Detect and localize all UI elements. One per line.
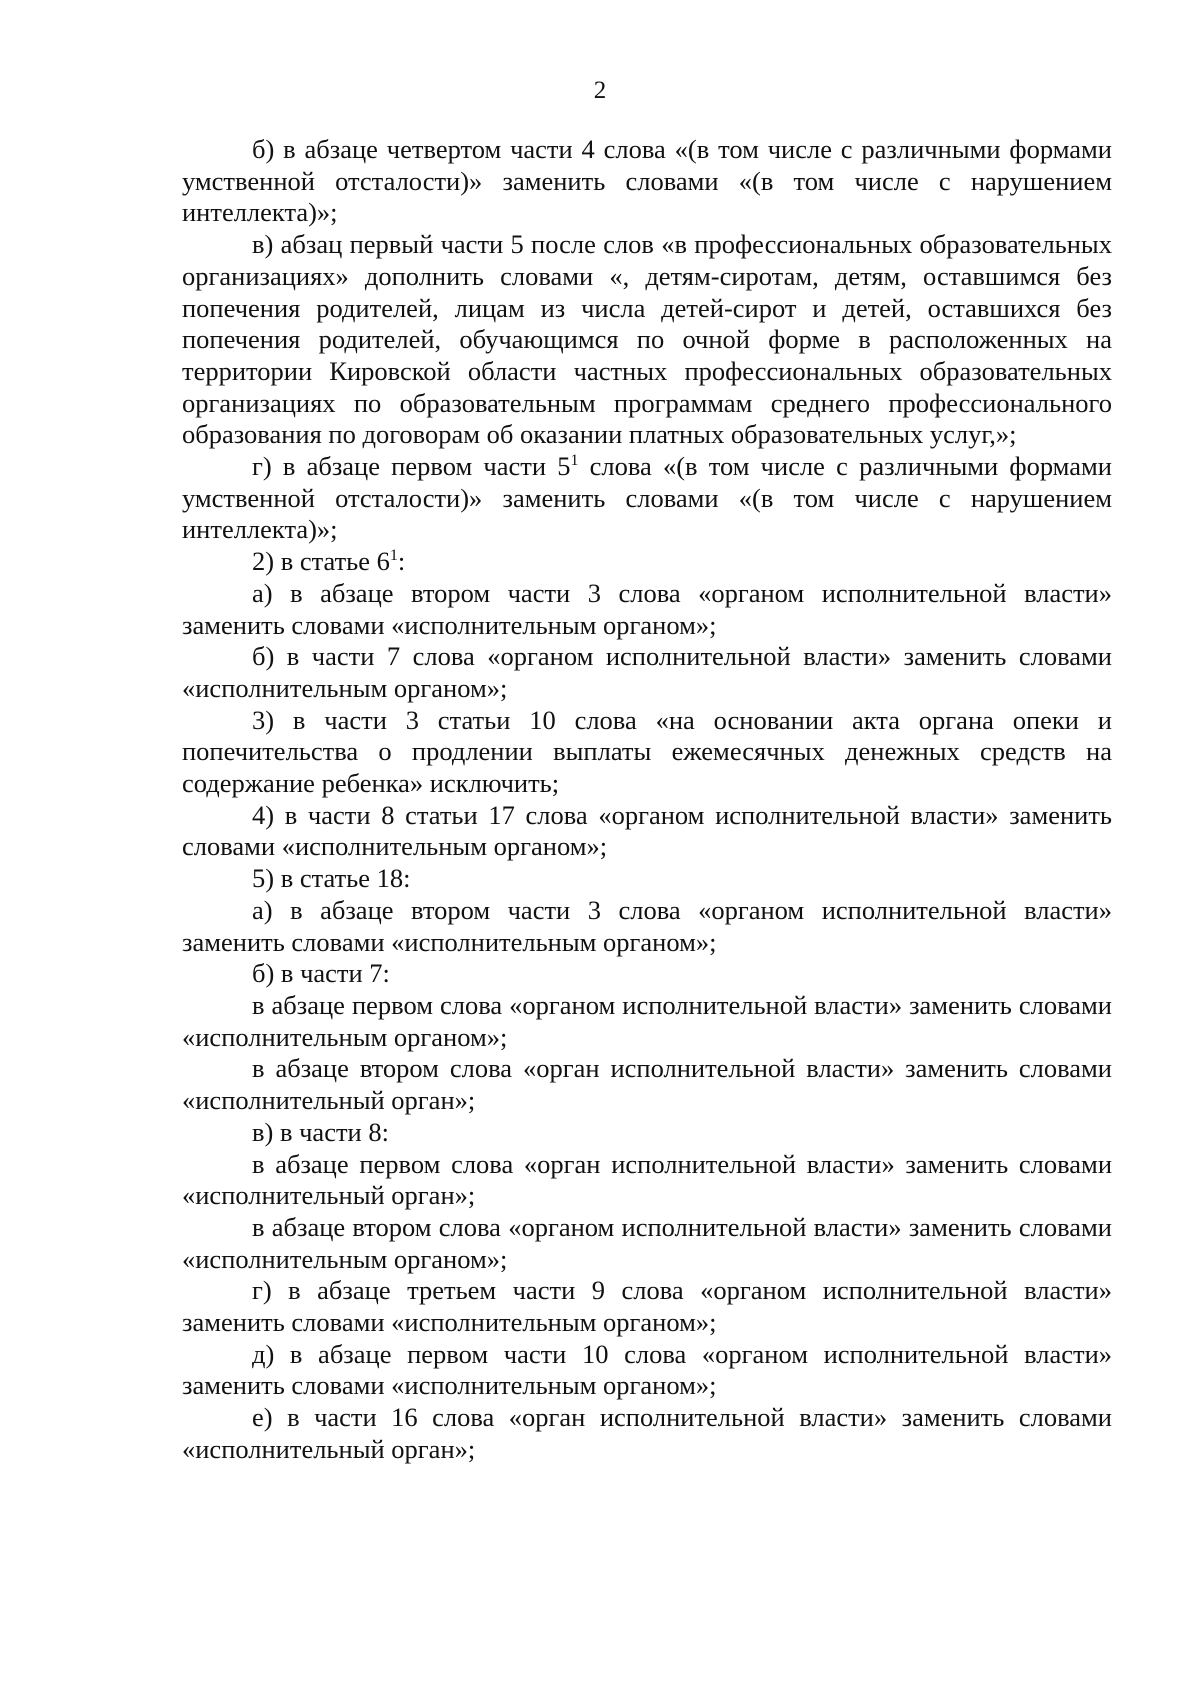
superscript: 1: [570, 452, 579, 470]
paragraph-b-part-7: б) в части 7 слова «органом исполнительной власти» заменить словами «исполнительным органом»;: [182, 641, 1112, 703]
paragraph-article-6-1: [182, 546, 1112, 578]
paragraph-article-17: 4) в части 8 статьи 17 слова «органом исполнительной власти» заменить словами «исполнительным органом»;: [182, 799, 1112, 862]
paragraph-text: слова «(в том числе с различными формами умственной отсталости)» заменить словами «(в том числе с нарушением интеллекта)»;: [182, 451, 1112, 545]
paragraph-text: г) в абзаце первом части 5: [252, 451, 571, 482]
paragraph-text: 2) в статье 6: [252, 546, 390, 577]
paragraph-18-b-second: в абзаце втором слова «орган исполнительной власти» заменить словами «исполнительный орган»;: [182, 1053, 1112, 1116]
paragraph-article-18: 5) в статье 18:: [252, 863, 411, 894]
paragraph-18-a: а) в абзаце втором части 3 слова «органом исполнительной власти» заменить словами «исполнительным органом»;: [182, 894, 1112, 957]
paragraph-b-part-4: б) в абзаце четвертом части 4 слова «(в том числе с различными формами умственной отсталости)» заменить словами «(в том числе с нарушением интеллекта)»;: [182, 134, 1112, 228]
paragraph-v-part-5: в) абзац первый части 5 после слов «в профессиональных образовательных организациях» дополнить словами «, детям-сиротам, детям, оставшимся без попечения родителей, лицам из числа детей-сирот и детей, оставшихся без попечения родителей, обучающимся по очной форме в расположенных на территории Кировской области частных профессиональных образовательных организациях по образовательным программам среднего профессионального образования по договорам об оказании платных образовательных услуг,»;: [182, 229, 1112, 450]
paragraph-text: :: [397, 546, 406, 577]
document-body: [182, 134, 1112, 1466]
paragraph-article-10: 3) в части 3 статьи 10 слова «на основании акта органа опеки и попечительства о продлении выплаты ежемесячных денежных средств на содержание ребенка» исключить;: [182, 704, 1112, 799]
page-number: 2: [593, 77, 607, 104]
paragraph-18-v-first: в абзаце первом слова «орган исполнительной власти» заменить словами «исполнительный орган»;: [182, 1148, 1112, 1211]
paragraph-18-v-second: в абзаце втором слова «органом исполнительной власти» заменить словами «исполнительным органом»;: [182, 1211, 1112, 1274]
paragraph-a-part-3: а) в абзаце втором части 3 слова «органом исполнительной власти» заменить словами «исполнительным органом»;: [182, 577, 1112, 640]
paragraph-18-d: д) в абзаце первом части 10 слова «органом исполнительной власти» заменить словами «исполнительным органом»;: [182, 1338, 1112, 1401]
paragraph-18-e: е) в части 16 слова «орган исполнительной власти» заменить словами «исполнительный орган»;: [182, 1402, 1112, 1464]
paragraph-g-part-5-1: [182, 451, 1112, 546]
paragraph-18-b: б) в части 7:: [252, 958, 390, 989]
paragraph-18-v: в) в части 8:: [252, 1116, 389, 1147]
paragraph-18-b-first: в абзаце первом слова «органом исполнительной власти» заменить словами «исполнительным органом»;: [182, 989, 1112, 1052]
superscript: 1: [389, 547, 398, 565]
paragraph-18-g: г) в абзаце третьем части 9 слова «органом исполнительной власти» заменить словами «исполнительным органом»;: [182, 1275, 1112, 1338]
